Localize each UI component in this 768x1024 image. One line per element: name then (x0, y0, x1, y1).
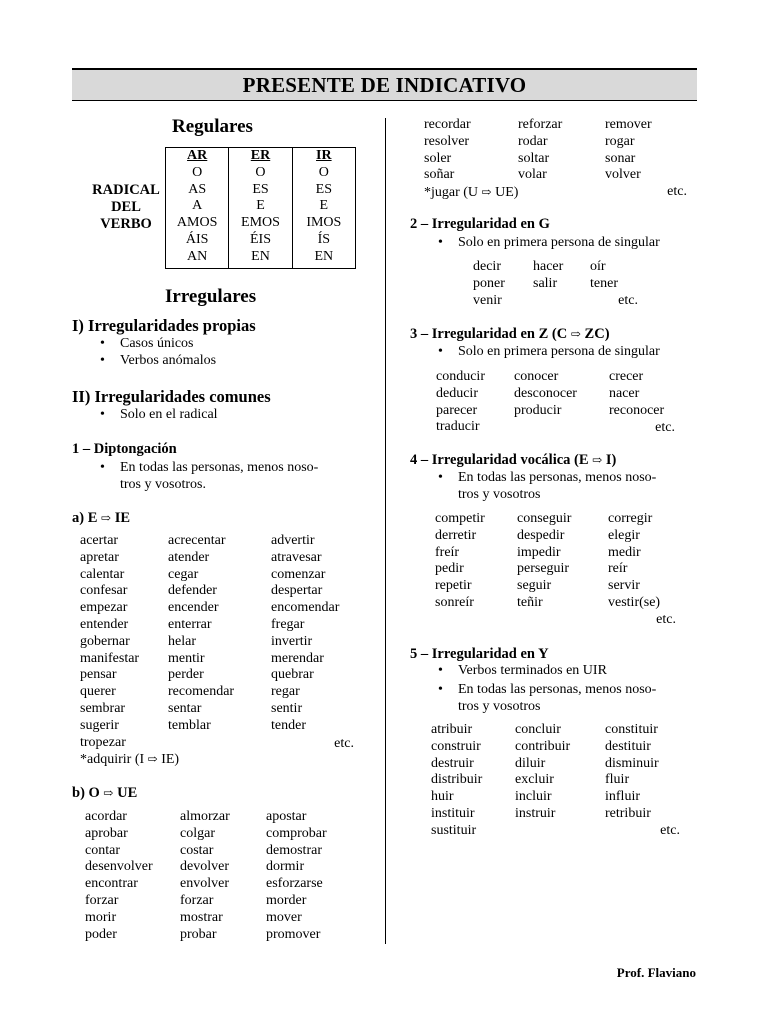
o-ue-note (424, 184, 687, 202)
verb-item: parecer (436, 402, 478, 418)
verb-item: encomendar (271, 600, 340, 616)
verb-item: resolver (424, 133, 470, 149)
conjugation-ending: AS (188, 181, 207, 197)
list-item: • Verbos terminados en UIR (438, 663, 693, 680)
verb-item: construir (431, 738, 481, 754)
list-item: • Solo en primera persona de singular (438, 344, 660, 361)
verb-item: derretir (435, 527, 477, 543)
bullet-line: tros y vosotros (458, 698, 541, 714)
verb-item: demostrar (266, 842, 322, 858)
verb-item: oír (590, 259, 606, 274)
o-ue-heading (72, 785, 137, 802)
verb-item: contribuir (515, 738, 571, 754)
verb-item: confesar (80, 583, 128, 599)
conjugation-ending: E (319, 198, 329, 214)
verb-item: remover (605, 117, 652, 132)
conjugation-header: ER (250, 148, 271, 163)
verb-item: comenzar (271, 566, 326, 582)
verb-item: acrecentar (168, 533, 226, 548)
verb-item: tender (271, 717, 306, 733)
verb-item: sentar (168, 700, 202, 716)
verb-item: mostrar (180, 909, 223, 925)
verb-item: poner (473, 275, 505, 291)
conjugation-ending: IMOS (306, 215, 342, 231)
e-ie-note (80, 751, 179, 769)
irregulares-heading: Irregulares (165, 286, 257, 307)
verb-item: reír (608, 561, 628, 577)
conjugation-ending: A (192, 198, 203, 214)
list-item: • Solo en el radical (100, 407, 218, 424)
note-part: UE) (495, 185, 519, 200)
irregularidad-y-heading: 5 – Irregularidad en Y (410, 646, 549, 662)
verb-item: sustituir (431, 822, 477, 838)
verb-item: deducir (436, 385, 478, 401)
bullet-line: En todas las personas, menos noso- (458, 470, 657, 485)
verb-item: calentar (80, 566, 125, 582)
verb-item: fluir (605, 772, 630, 788)
heading-part: ZC) (584, 326, 610, 342)
conjugation-ending: O (255, 164, 266, 180)
conjugation-ending: AMOS (176, 215, 218, 231)
diptongacion-heading: 1 – Diptongación (72, 441, 177, 457)
heading-part: I) (605, 452, 617, 468)
verb-item: corregir (608, 511, 653, 526)
verb-item: devolver (180, 859, 229, 875)
verb-item: envolver (180, 876, 229, 892)
irregularidad-vocalica-bullet (438, 470, 693, 504)
conjugation-ending: AN (187, 248, 208, 264)
conjugation-header: IR (316, 148, 332, 163)
verb-item: constituir (605, 722, 658, 737)
verb-item: morir (85, 909, 117, 925)
verb-item: sonar (605, 150, 636, 166)
verb-item: volar (518, 167, 547, 183)
verb-item: almorzar (180, 809, 230, 824)
irregularidades-comunes-heading: II) Irregularidades comunes (72, 387, 271, 406)
verb-item: disminuir (605, 755, 659, 771)
irregularidad-vocalica-etc: etc. (656, 612, 676, 627)
verb-item: tropezar (80, 734, 126, 750)
verb-item: retribuir (605, 805, 651, 821)
arrow-icon: ⇨ (570, 327, 581, 341)
verb-item: salir (533, 275, 558, 291)
bullet-line: tros y vosotros (458, 486, 541, 502)
list-item (100, 460, 360, 494)
diptongacion-bullet (100, 460, 360, 494)
page-title (72, 68, 697, 101)
verb-item: forzar (85, 892, 119, 908)
verb-item: pensar (80, 667, 117, 683)
conjugation-ending: ÉIS (249, 231, 271, 247)
verb-item: morder (266, 892, 307, 908)
verb-item: costar (180, 842, 214, 858)
verb-item: freír (435, 544, 460, 560)
note-part: *jugar (U (424, 185, 479, 200)
conjugation-header: AR (187, 148, 208, 163)
verb-item: gobernar (80, 633, 130, 649)
radical-del-verbo-label (78, 182, 174, 233)
arrow-icon: ⇨ (481, 185, 492, 199)
verb-item: cegar (168, 566, 199, 582)
verb-item: recomendar (168, 684, 235, 700)
verb-item: rogar (605, 133, 635, 149)
verb-item: comprobar (266, 825, 327, 841)
list-item (438, 470, 693, 504)
heading-part: UE (117, 785, 138, 801)
irregularidad-z-bullet (438, 344, 660, 361)
list-item: • Verbos anómalos (100, 353, 216, 370)
verb-item: desenvolver (85, 859, 153, 875)
verb-item: esforzarse (266, 876, 323, 892)
e-ie-etc: etc. (334, 736, 354, 751)
conjugation-ending: EN (314, 248, 334, 264)
bullet-line: tros y vosotros. (120, 476, 206, 492)
verb-item: enterrar (168, 616, 212, 632)
verb-item: distribuir (431, 772, 483, 788)
verb-item: desconocer (514, 385, 577, 401)
conjugation-ending: O (192, 164, 203, 180)
radical-line: DEL (111, 199, 141, 215)
verb-item: advertir (271, 533, 315, 548)
arrow-icon: ⇨ (101, 511, 112, 525)
radical-line: RADICAL (92, 182, 160, 198)
heading-part: 4 – Irregularidad vocálica (E (410, 452, 589, 468)
irregularidad-vocalica-word-grid (435, 511, 690, 612)
verb-item: invertir (271, 633, 313, 649)
column-divider (385, 118, 386, 944)
conjugation-column (228, 148, 291, 268)
propias-list (100, 336, 216, 370)
arrow-icon: ⇨ (592, 453, 603, 467)
conjugation-ending: EMOS (241, 215, 280, 231)
verb-item: nacer (609, 385, 640, 401)
irregularidad-g-bullet (438, 235, 660, 252)
conjugation-ending: ÍS (317, 231, 331, 247)
verb-item: manifestar (80, 650, 140, 666)
verb-item: empezar (80, 600, 128, 616)
verb-item: instituir (431, 805, 475, 821)
verb-item: entender (80, 616, 129, 632)
verb-item: incluir (515, 789, 552, 805)
list-item: • Casos únicos (100, 336, 216, 353)
verb-item: contar (85, 842, 120, 858)
verb-item: regar (271, 684, 300, 700)
verb-item: soñar (424, 167, 455, 183)
heading-part: a) E (72, 510, 98, 526)
arrow-icon: ⇨ (147, 752, 158, 766)
heading-part: IE (114, 510, 131, 526)
verb-item: servir (608, 578, 640, 594)
verb-item: excluir (515, 772, 554, 788)
verb-item: poder (85, 926, 117, 942)
verb-item: colgar (180, 825, 215, 841)
verb-item: soler (424, 150, 452, 166)
conjugation-ending: O (318, 164, 329, 180)
verb-item: crecer (609, 369, 644, 384)
verb-item: producir (514, 402, 562, 418)
irregularidad-y-bullets (438, 663, 693, 715)
verb-item: venir (473, 292, 502, 308)
heading-part: 3 – Irregularidad en Z (C (410, 326, 568, 342)
irregularidad-vocalica-heading (410, 452, 616, 469)
verb-item: apretar (80, 549, 119, 565)
verb-item: merendar (271, 650, 324, 666)
verb-item: concluir (515, 722, 561, 737)
verb-item: reforzar (518, 117, 563, 132)
conjugation-ending: ES (315, 181, 332, 197)
verb-item: volver (605, 167, 641, 183)
o-ue-word-grid (85, 809, 365, 943)
verb-item: competir (435, 511, 485, 526)
verb-item: mentir (168, 650, 205, 666)
verb-item: encender (168, 600, 219, 616)
verb-item: querer (80, 684, 116, 700)
e-ie-word-grid (80, 533, 360, 751)
verb-item: hacer (533, 259, 564, 274)
verb-item: teñir (517, 594, 543, 610)
verb-item: mover (266, 909, 302, 925)
verb-item: diluir (515, 755, 546, 771)
verb-item: perder (168, 667, 204, 683)
verb-item: rodar (518, 133, 548, 149)
radical-line: VERBO (100, 216, 152, 232)
regulares-heading: Regulares (172, 116, 253, 137)
verb-item: fregar (271, 616, 305, 632)
verb-item: repetir (435, 578, 472, 594)
verb-item: sugerir (80, 717, 119, 733)
verb-item: dormir (266, 859, 305, 875)
conjugation-ending: ÁIS (185, 231, 209, 247)
verb-item: pedir (435, 561, 464, 577)
o-ue-word-grid-cont (424, 117, 694, 184)
verb-item: huir (431, 789, 454, 805)
verb-item: seguir (517, 578, 552, 594)
verb-item: helar (168, 633, 196, 649)
title-text: PRESENTE DE INDICATIVO (242, 72, 527, 97)
bullet-line: En todas las personas, menos noso- (120, 460, 319, 475)
verb-item: reconocer (609, 402, 665, 418)
list-item (438, 682, 693, 716)
verb-item: recordar (424, 117, 471, 132)
verb-item: temblar (168, 717, 211, 733)
note-part: IE) (161, 752, 180, 767)
irregularidad-g-heading: 2 – Irregularidad en G (410, 216, 550, 232)
verb-item: elegir (608, 527, 640, 543)
verb-item: conducir (436, 369, 485, 384)
e-ie-heading (72, 510, 130, 527)
verb-item: encontrar (85, 876, 138, 892)
verb-item: atravesar (271, 549, 322, 565)
verb-item: instruir (515, 805, 556, 821)
verb-item: atribuir (431, 722, 473, 737)
verb-item: conseguir (517, 511, 572, 526)
verb-item: destituir (605, 738, 651, 754)
verb-item: acertar (80, 533, 119, 548)
verb-item: influir (605, 789, 640, 805)
verb-item: despertar (271, 583, 323, 599)
verb-item: vestir(se) (608, 594, 661, 610)
verb-item: conocer (514, 369, 559, 384)
conjugation-column (292, 148, 355, 268)
verb-item: promover (266, 926, 321, 942)
verb-item: quebrar (271, 667, 314, 683)
arrow-icon: ⇨ (103, 786, 114, 800)
verb-item: sentir (271, 700, 303, 716)
verb-item: tener (590, 275, 618, 291)
conjugation-ending: E (256, 198, 265, 214)
irregularidad-y-word-grid (431, 722, 691, 840)
verb-item: defender (168, 583, 217, 599)
irregularidad-g-etc: etc. (618, 293, 638, 308)
conjugation-table (165, 147, 356, 269)
irregularidad-z-heading (410, 326, 610, 343)
verb-item: traducir (436, 419, 480, 435)
verb-item: forzar (180, 892, 214, 908)
list-item: • Solo en primera persona de singular (438, 235, 660, 252)
author-footer: Prof. Flaviano (616, 965, 696, 980)
conjugation-ending: EN (251, 248, 270, 264)
verb-item: despedir (517, 527, 565, 543)
bullet-line: En todas las personas, menos noso- (458, 681, 657, 697)
conjugation-column (166, 148, 228, 268)
verb-item: destruir (431, 755, 474, 771)
verb-item: perseguir (517, 561, 570, 577)
verb-item: atender (168, 549, 210, 565)
verb-item: medir (608, 544, 641, 560)
verb-item: soltar (518, 150, 550, 166)
verb-item: sembrar (80, 700, 126, 716)
verb-item: aprobar (85, 825, 128, 841)
heading-part: b) O (72, 785, 100, 801)
verb-item: apostar (266, 809, 307, 824)
verb-item: sonreír (435, 594, 474, 610)
conjugation-ending: ES (252, 181, 269, 197)
irregularidades-propias-heading: I) Irregularidades propias (72, 316, 256, 335)
verb-item: acordar (85, 809, 127, 824)
o-ue-etc: etc. (667, 184, 687, 199)
verb-item: probar (180, 926, 217, 942)
verb-item: decir (473, 259, 501, 274)
note-part: *adquirir (I (80, 752, 145, 767)
irregularidad-y-etc: etc. (660, 823, 680, 838)
irregularidad-z-etc: etc. (655, 420, 675, 435)
verb-item: impedir (517, 544, 561, 560)
comunes-list (100, 407, 218, 424)
